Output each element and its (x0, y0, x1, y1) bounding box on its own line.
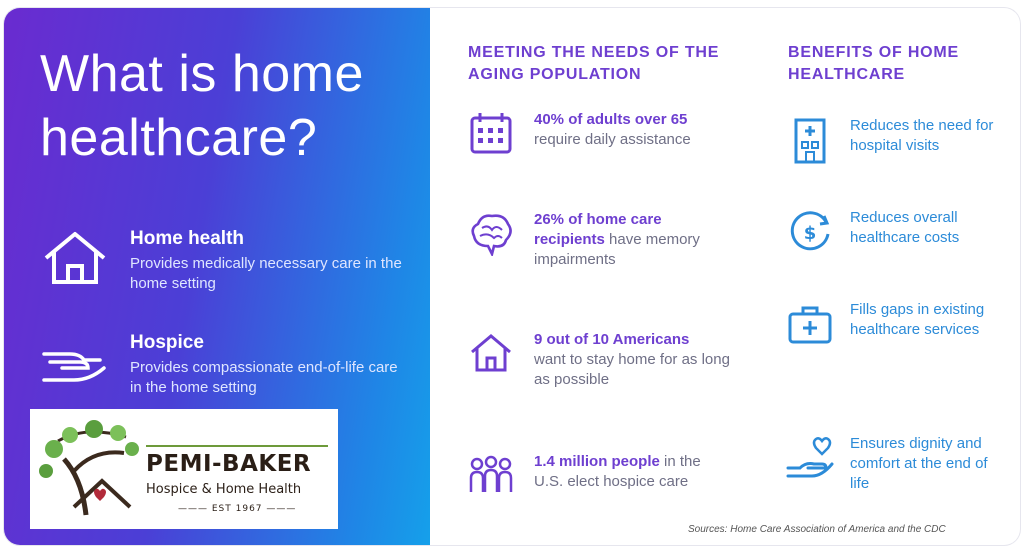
caring-hands-icon (40, 332, 110, 392)
infographic (4, 8, 1020, 545)
dollar-icon (786, 208, 834, 256)
service-description: Provides compassionate end-of-life care in the home setting (130, 359, 398, 396)
hand-heart-icon (786, 434, 834, 482)
benefits-heading: BENEFITS OF HOME HEALTHCARE (788, 44, 960, 83)
logo-rule (146, 445, 328, 447)
hospital-icon (786, 116, 834, 164)
benefit-item: $ Reduces overall healthcare costs (850, 208, 1010, 248)
svg-text:$: $ (803, 223, 817, 244)
medical-bag-icon (786, 300, 834, 348)
house-icon (468, 330, 514, 376)
benefit-item: Ensures dignity and comfort at the end of life (850, 434, 1010, 494)
page-title: What is home healthcare? (40, 45, 364, 167)
needs-heading: MEETING THE NEEDS OF THE AGING POPULATION (468, 44, 720, 83)
service-heading: Home health (130, 228, 245, 249)
brain-icon (468, 210, 514, 256)
service-heading: Hospice (130, 332, 204, 353)
logo-tagline: Hospice & Home Health (146, 482, 302, 497)
people-icon (468, 452, 514, 498)
logo-est: ——— EST 1967 ——— (178, 504, 297, 514)
need-item: 26% of home care recipients have memory impairments (534, 210, 734, 270)
need-item: 1.4 million people in the U.S. elect hospice care (534, 452, 734, 492)
left-panel (4, 8, 430, 545)
logo-name: PEMI-BAKER (146, 451, 312, 477)
benefit-item: Reduces the need for hospital visits (850, 116, 1010, 156)
tree-house-logo-icon (34, 419, 144, 519)
pemi-baker-logo (30, 409, 338, 529)
service-description: Provides medically necessary care in the home setting (130, 255, 402, 292)
benefit-item: Fills gaps in existing healthcare services (850, 300, 1010, 340)
need-item: 9 out of 10 Americans want to stay home for as long as possible (534, 330, 734, 390)
sources-note: Sources: Home Care Association of America and the CDC (688, 524, 946, 535)
need-item: 40% of adults over 65 require daily assistance (534, 110, 734, 150)
calendar-icon (468, 110, 514, 156)
house-icon (40, 228, 110, 288)
